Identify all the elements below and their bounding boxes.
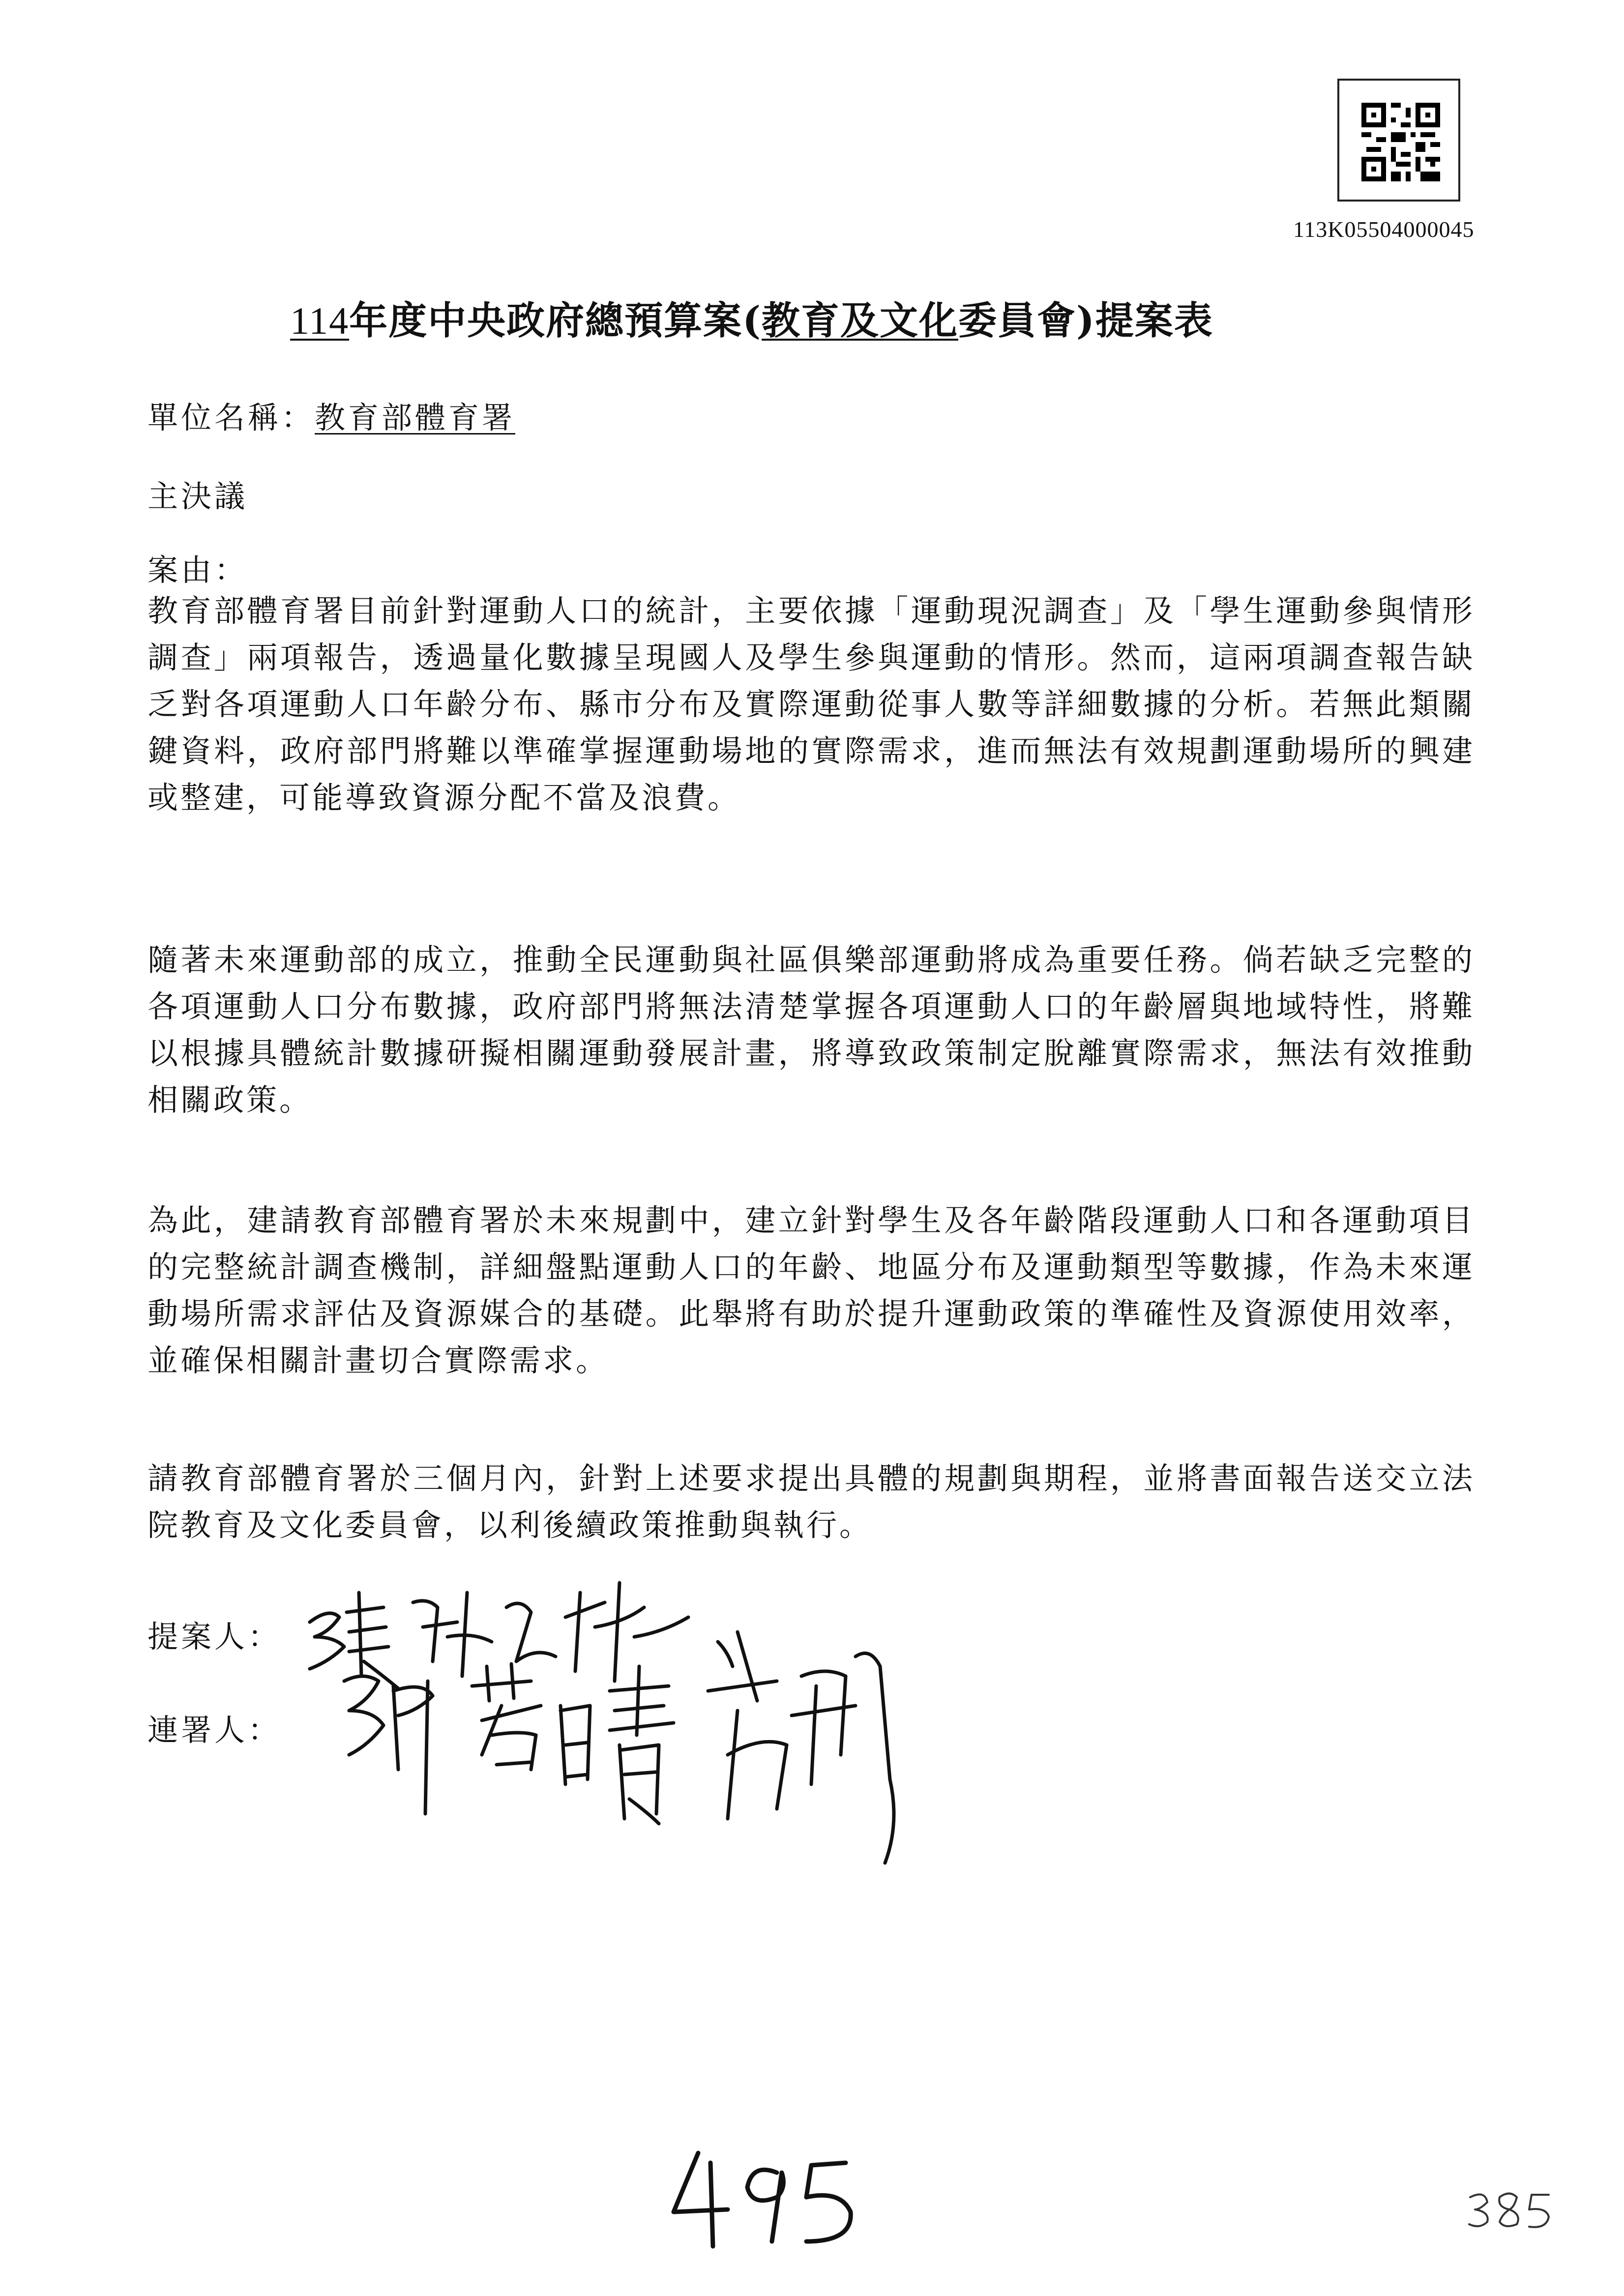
unit-value: 教育部體育署 bbox=[315, 400, 516, 436]
qr-code bbox=[1337, 79, 1460, 202]
resolution-label: 主決議 bbox=[148, 478, 248, 514]
paragraph-3: 為此，建請教育部體育署於未來規劃中，建立針對學生及各年齡階段運動人口和各運動項目的完整統計調查機制，詳細盤點運動人口的年齡、地區分布及運動類型等數據，作為未來運動場所需求評估及資源媒合的基礎。此舉將有助於提升運動政策的準確性及資源使用效率，並確保相關計畫切合實際需求。 bbox=[148, 1202, 1475, 1378]
paragraph-2: 隨著未來運動部的成立，推動全民運動與社區俱樂部運動將成為重要任務。倘若缺乏完整的各項運動人口分布數據，政府部門將無法清楚掌握各項運動人口的年齡層與地域特性，將難以根據具體統計數據研擬相關運動發展計畫，將導致政策制定脫離實際需求，無法有效推動相關政策。 bbox=[148, 942, 1475, 1118]
reason-label: 案由： bbox=[148, 552, 248, 588]
title-part1: 年度中央政府總預算案( bbox=[349, 298, 762, 343]
title-part2: 委員會)提案表 bbox=[958, 298, 1213, 343]
unit-line bbox=[148, 393, 515, 437]
title-committee: 教育及文化 bbox=[762, 298, 959, 343]
handwritten-page-number bbox=[664, 2143, 860, 2253]
unit-label: 單位名稱： bbox=[148, 400, 315, 436]
paragraph-1: 教育部體育署目前針對運動人口的統計，主要依據「運動現況調查」及「學生運動參與情形調查」兩項報告，透過量化數據呈現國人及學生參與運動的情形。然而，這兩項調查報告缺乏對各項運動人口年齡分布、縣市分布及實際運動從事人數等詳細數據的分析。若無此類關鍵資料，政府部門將難以準確掌握運動場地的實際需求，進而無法有效規劃運動場所的興建或整建，可能導致資源分配不當及浪費。 bbox=[148, 593, 1475, 815]
page-title bbox=[290, 290, 1213, 345]
paragraph-4: 請教育部體育署於三個月內，針對上述要求提出具體的規劃與期程，並將書面報告送交立法院教育及文化委員會，以利後續政策推動與執行。 bbox=[148, 1460, 1475, 1543]
cosigner-label: 連署人： bbox=[148, 1712, 282, 1748]
qr-code-icon bbox=[1361, 103, 1440, 181]
title-year: 114 bbox=[290, 299, 350, 342]
document-code: 113K05504000045 bbox=[1293, 217, 1475, 242]
handwritten-small-number bbox=[1465, 2187, 1554, 2234]
proposer-label: 提案人： bbox=[148, 1619, 282, 1655]
